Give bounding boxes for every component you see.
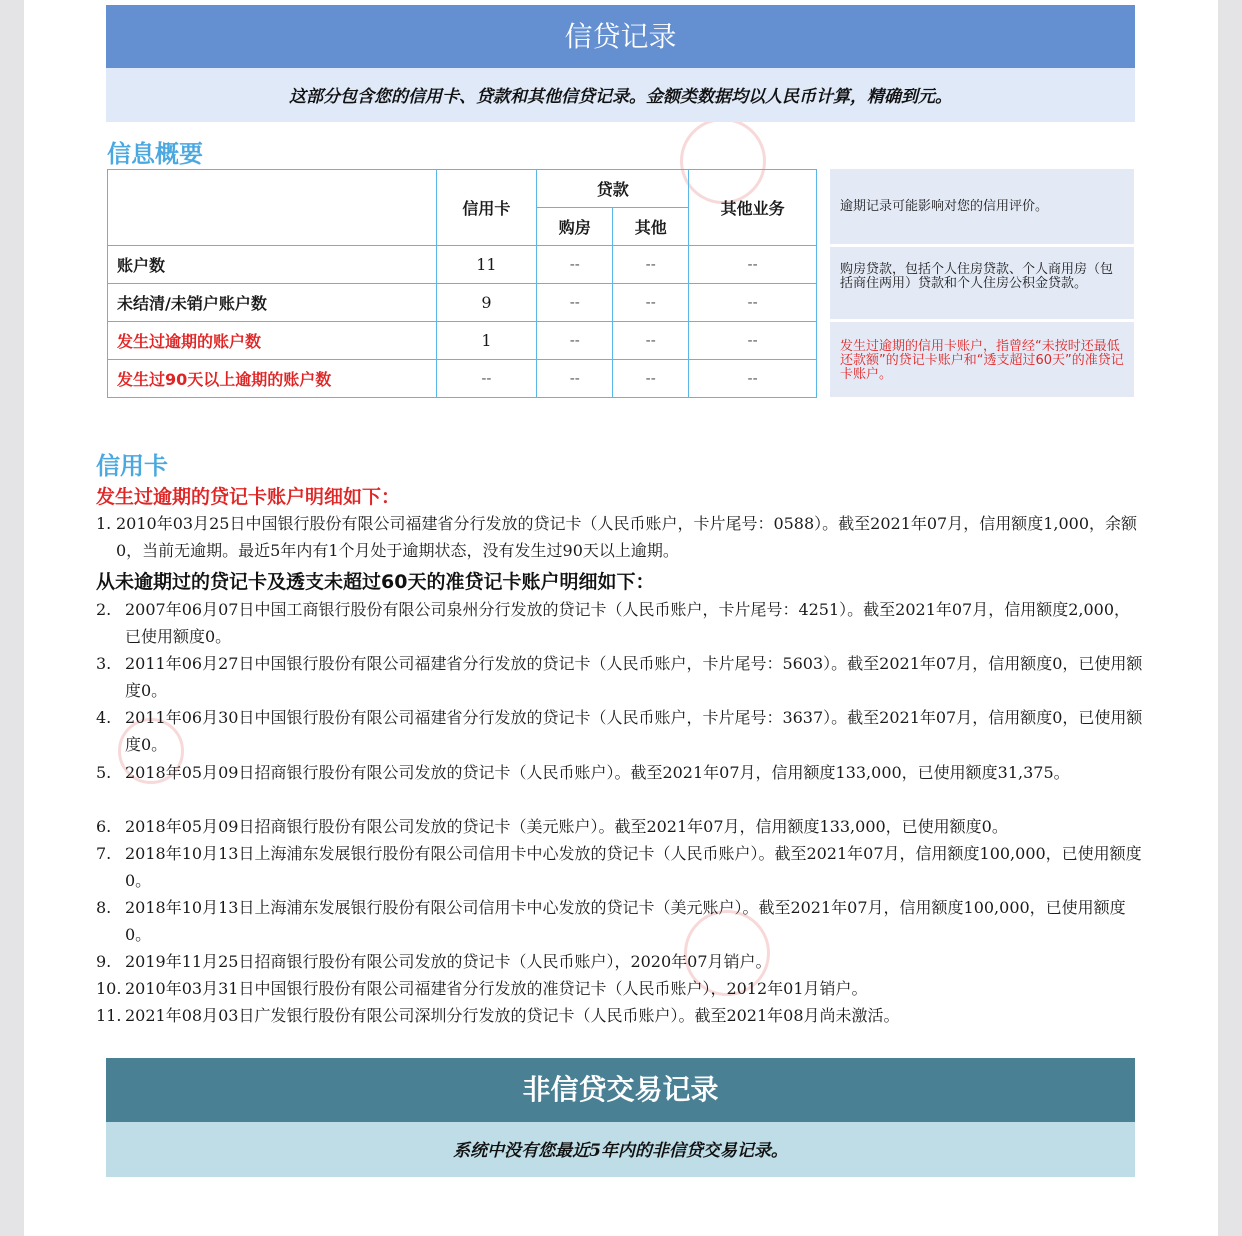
header-other-business: 其他业务 (689, 170, 817, 246)
item-number: 10. (96, 979, 122, 998)
table-row (108, 360, 817, 398)
cell-housing: -- (537, 360, 613, 398)
row-label: 未结清/未销户账户数 (108, 284, 437, 322)
list-item (96, 1002, 1146, 1029)
item-number: 8. (96, 898, 112, 917)
cell-credit-card: 11 (436, 246, 537, 284)
cell-other: -- (613, 360, 689, 398)
item-number: 9. (96, 952, 112, 971)
item-number: 4. (96, 708, 112, 727)
cell-housing: -- (537, 284, 613, 322)
table-row (108, 246, 817, 284)
cell-other-business: -- (689, 360, 817, 398)
header-credit-card: 信用卡 (436, 170, 537, 246)
item-text: 2010年03月31日中国银行股份有限公司福建省分行发放的准贷记卡（人民币账户），2012年01月销户。 (125, 979, 868, 998)
cell-other: -- (613, 322, 689, 360)
cell-credit-card: 9 (436, 284, 537, 322)
list-item (96, 813, 1146, 840)
overdue-heading: 发生过逾期的贷记卡账户明细如下： (96, 486, 401, 508)
normal-heading: 从未逾期过的贷记卡及透支未超过60天的准贷记卡账户明细如下： (96, 571, 655, 593)
cell-other: -- (613, 246, 689, 284)
credit-section-subtitle: 这部分包含您的信用卡、贷款和其他信贷记录。金额类数据均以人民币计算，精确到元。 (106, 68, 1135, 122)
report-page (24, 0, 1218, 1236)
note-overdue-impact: 逾期记录可能影响对您的信用评价。 (830, 169, 1134, 244)
list-item (96, 650, 1146, 704)
list-item (96, 948, 1146, 975)
list-item (96, 704, 1146, 758)
row-label: 发生过逾期的账户数 (108, 322, 437, 360)
cell-credit-card: -- (436, 360, 537, 398)
list-item (96, 840, 1146, 894)
list-item (96, 894, 1146, 948)
cell-other-business: -- (689, 322, 817, 360)
item-number: 3. (96, 654, 112, 673)
item-number: 6. (96, 817, 112, 836)
item-text: 2018年05月09日招商银行股份有限公司发放的贷记卡（人民币账户）。截至2021年07月，信用额度133,000，已使用额度31,375。 (125, 763, 1070, 782)
header-loan: 贷款 (537, 170, 689, 208)
cell-other: -- (613, 284, 689, 322)
row-label: 发生过90天以上逾期的账户数 (108, 360, 437, 398)
item-number: 11. (96, 1006, 122, 1025)
list-item (96, 596, 1146, 650)
row-label: 账户数 (108, 246, 437, 284)
item-number: 7. (96, 844, 112, 863)
item-number: 2. (96, 600, 112, 619)
item-number: 1. (96, 514, 112, 533)
list-item (96, 975, 1146, 1002)
header-empty (108, 170, 437, 246)
non-credit-section-title: 非信贷交易记录 (106, 1058, 1135, 1122)
cell-credit-card: 1 (436, 322, 537, 360)
table-row (108, 284, 817, 322)
note-housing-loan: 购房贷款，包括个人住房贷款、个人商用房（包括商住两用）贷款和个人住房公积金贷款。 (830, 247, 1134, 319)
cell-housing: -- (537, 246, 613, 284)
item-text: 2010年03月25日中国银行股份有限公司福建省分行发放的贷记卡（人民币账户，卡片尾号：0588）。截至2021年07月，信用额度1,000，余额0，当前无逾期。最近5年内有1个月处于逾期状态，没有发生过90天以上逾期。 (116, 514, 1138, 560)
cell-housing: -- (537, 322, 613, 360)
item-text: 2021年08月03日广发银行股份有限公司深圳分行发放的贷记卡（人民币账户）。截至2021年08月尚未激活。 (125, 1006, 900, 1025)
note-overdue-card: 发生过逾期的信用卡账户，指曾经“未按时还最低还款额”的贷记卡账户和“透支超过60天”的准贷记卡账户。 (830, 322, 1134, 397)
credit-section-title: 信贷记录 (106, 5, 1135, 68)
item-number: 5. (96, 763, 112, 782)
item-text: 2018年10月13日上海浦东发展银行股份有限公司信用卡中心发放的贷记卡（美元账户）。截至2021年07月，信用额度100,000，已使用额度0。 (125, 898, 1126, 944)
list-item (96, 759, 1146, 786)
header-loan-other: 其他 (613, 208, 689, 246)
cell-other-business: -- (689, 284, 817, 322)
summary-title: 信息概要 (107, 140, 203, 168)
item-text: 2011年06月27日中国银行股份有限公司福建省分行发放的贷记卡（人民币账户，卡片尾号：5603）。截至2021年07月，信用额度0，已使用额度0。 (125, 654, 1143, 700)
item-text: 2018年05月09日招商银行股份有限公司发放的贷记卡（美元账户）。截至2021年07月，信用额度133,000，已使用额度0。 (125, 817, 1008, 836)
list-item (96, 510, 1146, 564)
item-text: 2011年06月30日中国银行股份有限公司福建省分行发放的贷记卡（人民币账户，卡片尾号：3637）。截至2021年07月，信用额度0，已使用额度0。 (125, 708, 1143, 754)
non-credit-section-subtitle: 系统中没有您最近5年内的非信贷交易记录。 (106, 1122, 1135, 1177)
item-text: 2007年06月07日中国工商银行股份有限公司泉州分行发放的贷记卡（人民币账户，卡片尾号：4251）。截至2021年07月，信用额度2,000，已使用额度0。 (125, 600, 1131, 646)
header-loan-housing: 购房 (537, 208, 613, 246)
item-text: 2018年10月13日上海浦东发展银行股份有限公司信用卡中心发放的贷记卡（人民币账户）。截至2021年07月，信用额度100,000，已使用额度0。 (125, 844, 1142, 890)
item-text: 2019年11月25日招商银行股份有限公司发放的贷记卡（人民币账户），2020年07月销户。 (125, 952, 772, 971)
summary-table (107, 169, 817, 398)
cell-other-business: -- (689, 246, 817, 284)
credit-card-title: 信用卡 (96, 452, 168, 480)
table-row (108, 322, 817, 360)
